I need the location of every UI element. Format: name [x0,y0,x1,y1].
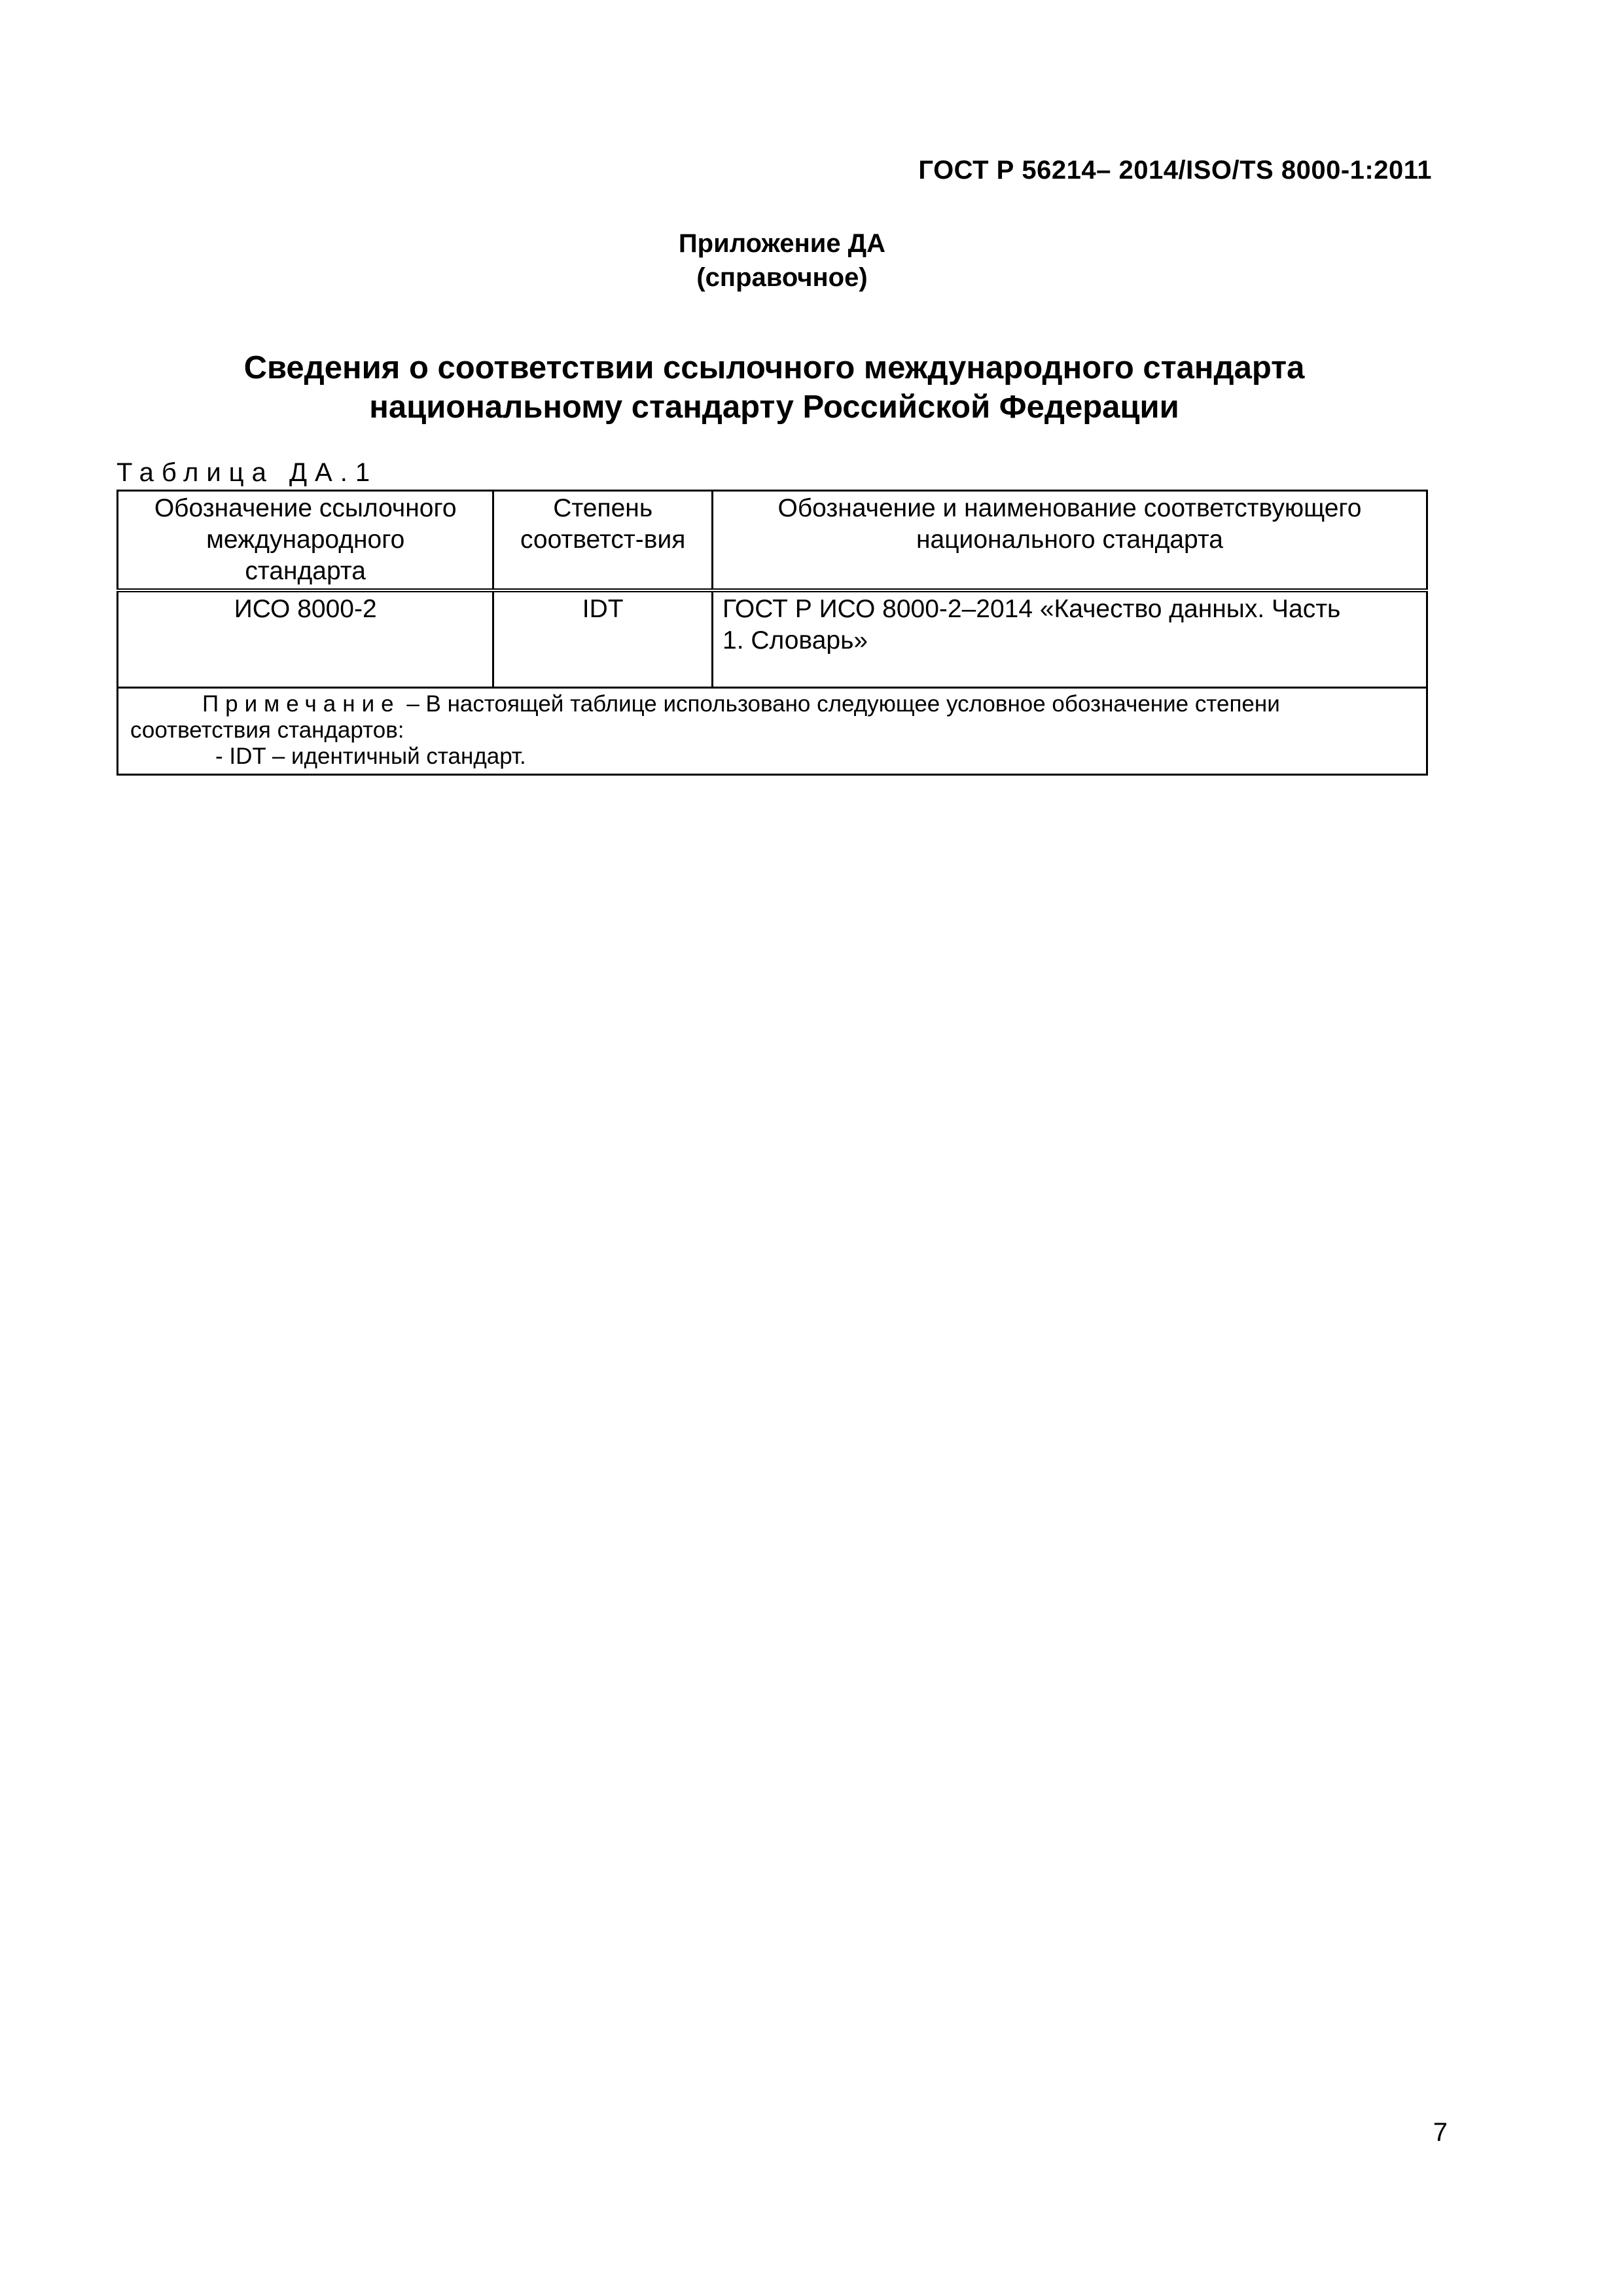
annex-title: Приложение ДА [678,229,886,258]
cell-reference-standard: ИСО 8000-2 [118,590,493,688]
column-header-degree: Степень соответст-вия [493,491,713,591]
page-number: 7 [1433,2118,1448,2147]
cell-degree: IDT [493,590,713,688]
table-header-row [118,491,1427,591]
table-caption: Таблица ДА.1 [116,458,378,487]
note-text-1: – В настоящей таблице использовано следующее условное обозначение степени [400,691,1280,717]
column-header-reference-standard: Обозначение ссылочного международного стандарта [118,491,493,591]
note-text-2: соответствия стандартов: [130,717,404,743]
annex-heading [111,226,1453,295]
table-note-row [118,688,1427,775]
cell-national-standard: ГОСТ Р ИСО 8000-2–2014 «Качество данных. Часть 1. Словарь» [713,590,1427,688]
document-code: ГОСТ Р 56214– 2014/ISO/TS 8000-1:2011 [918,156,1432,185]
table-row [118,590,1427,688]
correspondence-table [116,490,1428,776]
note-item: - IDT – идентичный стандарт. [215,744,526,769]
column-header-national-standard: Обозначение и наименование соответствующего национального стандарта [713,491,1427,591]
section-title-line-2: национальному стандарту Российской Федерации [369,389,1179,425]
section-title-line-1: Сведения о соответствии ссылочного международного стандарта [243,350,1305,386]
section-title [116,348,1432,427]
table-note [118,688,1427,775]
annex-subtitle: (справочное) [696,263,868,292]
note-label: Примечание [202,691,401,717]
